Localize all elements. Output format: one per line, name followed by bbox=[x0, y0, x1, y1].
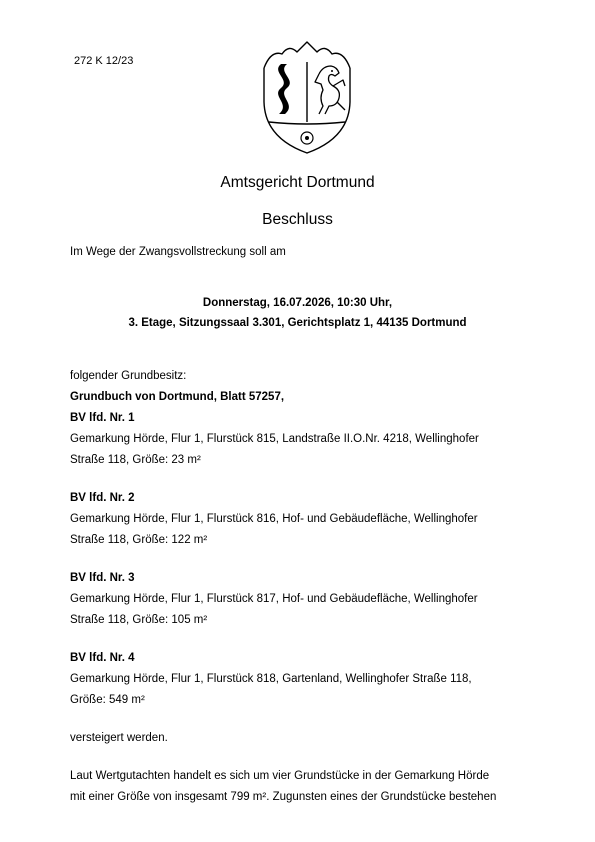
valuation-line: Laut Wertgutachten handelt es sich um vier Grundstücke in der Gemarkung Hörde bbox=[70, 770, 490, 782]
lot-title: BV lfd. Nr. 3 bbox=[70, 572, 135, 584]
coat-of-arms-icon bbox=[257, 40, 357, 155]
lot-description: Straße 118, Größe: 105 m² bbox=[70, 614, 208, 626]
document-type-heading: Beschluss bbox=[262, 211, 333, 228]
property-intro: folgender Grundbesitz: bbox=[70, 370, 187, 382]
lot-description: Straße 118, Größe: 23 m² bbox=[70, 454, 201, 466]
lot-description: Gemarkung Hörde, Flur 1, Flurstück 816, Hof- und Gebäudefläche, Wellinghofer bbox=[70, 513, 478, 525]
case-number: 272 K 12/23 bbox=[74, 55, 134, 67]
intro-text: Im Wege der Zwangsvollstreckung soll am bbox=[70, 246, 286, 258]
lot-description: Größe: 549 m² bbox=[70, 694, 145, 706]
lot-title: BV lfd. Nr. 1 bbox=[70, 412, 135, 424]
appointment-date: Donnerstag, 16.07.2026, 10:30 Uhr, bbox=[202, 297, 393, 309]
lot-entry bbox=[70, 488, 530, 551]
lot-description: Gemarkung Hörde, Flur 1, Flurstück 817, Hof- und Gebäudefläche, Wellinghofer bbox=[70, 593, 478, 605]
valuation-paragraph bbox=[70, 766, 530, 808]
court-name: Amtsgericht Dortmund bbox=[220, 174, 375, 191]
closing-text: versteigert werden. bbox=[70, 732, 168, 744]
lot-entry bbox=[70, 408, 530, 471]
lot-title: BV lfd. Nr. 4 bbox=[70, 652, 135, 664]
lot-entry bbox=[70, 648, 530, 711]
lot-entry bbox=[70, 568, 530, 631]
lot-description: Gemarkung Hörde, Flur 1, Flurstück 815, Landstraße II.O.Nr. 4218, Wellinghofer bbox=[70, 433, 479, 445]
lot-description: Straße 118, Größe: 122 m² bbox=[70, 534, 208, 546]
valuation-line: mit einer Größe von insgesamt 799 m². Zugunsten eines der Grundstücke bestehen bbox=[70, 791, 497, 803]
land-register: Grundbuch von Dortmund, Blatt 57257, bbox=[70, 391, 285, 403]
lot-title: BV lfd. Nr. 2 bbox=[70, 492, 135, 504]
lot-description: Gemarkung Hörde, Flur 1, Flurstück 818, Gartenland, Wellinghofer Straße 118, bbox=[70, 673, 472, 685]
property-section bbox=[70, 366, 530, 808]
appointment-location: 3. Etage, Sitzungssaal 3.301, Gerichtsplatz 1, 44135 Dortmund bbox=[128, 317, 467, 329]
